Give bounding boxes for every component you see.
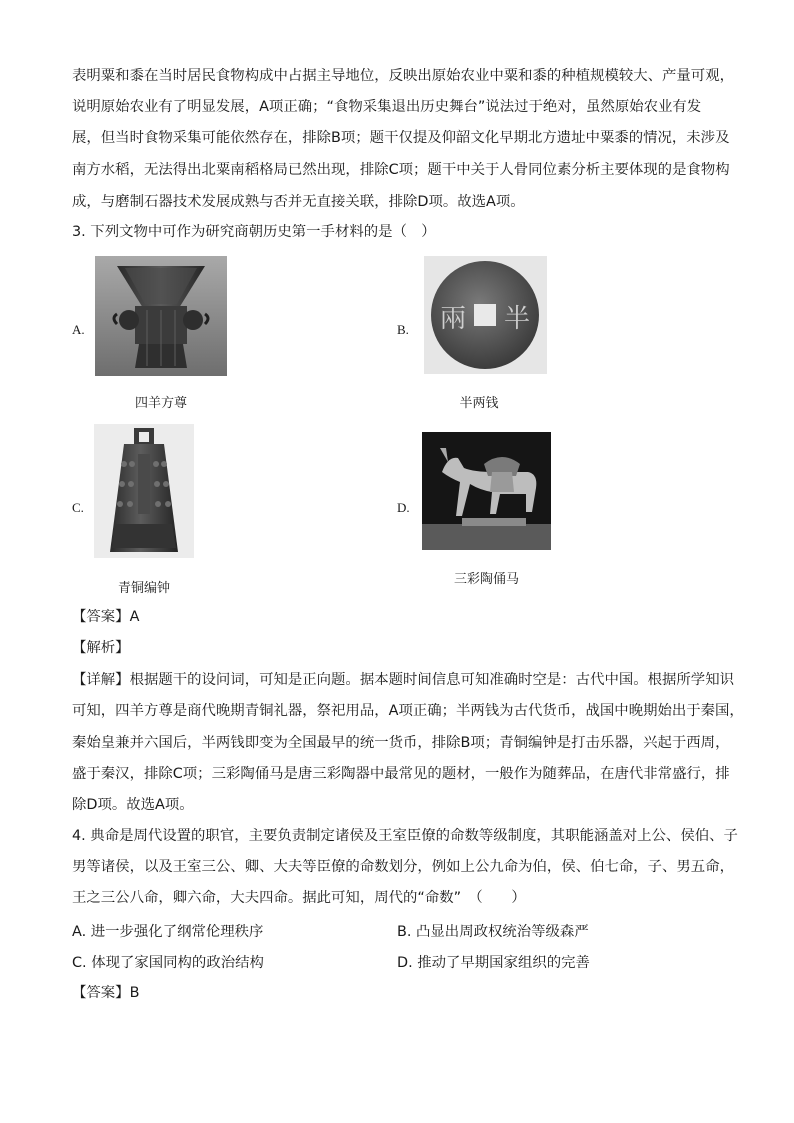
ban-liang-coin-image bbox=[424, 256, 547, 374]
detail-line: 秦始皇兼并六国后，半两钱即变为全国最早的统一货币，排除B项；青铜编钟是打击乐器，兴起于西周， bbox=[72, 735, 730, 751]
question-4-stem-line: 男等诸侯，以及王室三公、卿、大夫等臣僚的命数划分，例如上公九命为伯，侯、伯七命，子、男五命， bbox=[72, 859, 734, 875]
bronze-bell-image bbox=[94, 424, 194, 558]
option-d-caption: 三彩陶俑马 bbox=[453, 572, 519, 587]
bronze-zun-image bbox=[95, 256, 227, 376]
question-4-choice-c[interactable]: C. 体现了家国同构的政治结构 bbox=[72, 955, 264, 971]
detail-line: 【详解】根据题干的设问词，可知是正向题。据本题时间信息可知准确时空是：古代中国。根据所学知识 bbox=[72, 672, 734, 688]
question-4-stem-line: 4. 典命是周代设置的职官，主要负责制定诸侯及王室臣僚的命数等级制度，其职能涵盖对上公、侯伯、子 bbox=[72, 828, 738, 844]
paragraph-line: 说明原始农业有了明显发展，A项正确；“食物采集退出历史舞台”说法过于绝对，虽然原始农业有发 bbox=[72, 99, 702, 115]
option-d-letter: D. bbox=[397, 500, 410, 515]
question-3-analysis-label: 【解析】 bbox=[72, 640, 130, 656]
question-4-answer: 【答案】B bbox=[72, 985, 140, 1001]
question-3-answer: 【答案】A bbox=[72, 609, 140, 625]
coin-glyph-left: 兩 bbox=[440, 304, 467, 334]
paragraph-line: 成，与磨制石器技术发展成熟与否并无直接关联，排除D项。故选A项。 bbox=[72, 194, 525, 210]
tricolor-horse-image bbox=[422, 432, 551, 550]
detail-line: 可知，四羊方尊是商代晚期青铜礼器，祭祀用品，A项正确；半两钱为古代货币，战国中晚期始出于秦国， bbox=[72, 703, 744, 719]
question-4-choice-a[interactable]: A. 进一步强化了纲常伦理秩序 bbox=[72, 924, 264, 940]
question-3-stem: 3. 下列文物中可作为研究商朝历史第一手材料的是（ ） bbox=[72, 224, 436, 240]
option-a-caption: 四羊方尊 bbox=[134, 396, 187, 411]
option-c-caption: 青铜编钟 bbox=[117, 581, 170, 596]
detail-line: 盛于秦汉，排除C项；三彩陶俑马是唐三彩陶器中最常见的题材，一般作为随葬品，在唐代非常盛行，排 bbox=[72, 766, 730, 782]
option-b-caption: 半两钱 bbox=[459, 396, 499, 411]
question-4-stem-line: 王之三公八命，卿六命，大夫四命。据此可知，周代的“命数” （ ） bbox=[72, 890, 526, 906]
paragraph-line: 展，但当时食物采集可能依然存在，排除B项；题干仅提及仰韶文化早期北方遗址中粟黍的情况，未涉及 bbox=[72, 130, 730, 146]
question-4-choice-b[interactable]: B. 凸显出周政权统治等级森严 bbox=[397, 924, 589, 940]
paragraph-line: 表明粟和黍在当时居民食物构成中占据主导地位，反映出原始农业中粟和黍的种植规模较大、产量可观， bbox=[72, 68, 734, 84]
detail-line: 除D项。故选A项。 bbox=[72, 797, 194, 813]
option-b-letter: B. bbox=[397, 322, 409, 337]
question-4-choice-d[interactable]: D. 推动了早期国家组织的完善 bbox=[397, 955, 590, 971]
coin-glyph-right: 半 bbox=[504, 304, 531, 334]
option-a-letter: A. bbox=[72, 322, 85, 337]
option-c-letter: C. bbox=[72, 500, 84, 515]
paragraph-line: 南方水稻，无法得出北粟南稻格局已然出现，排除C项；题干中关于人骨同位素分析主要体现的是食物构 bbox=[72, 162, 730, 178]
